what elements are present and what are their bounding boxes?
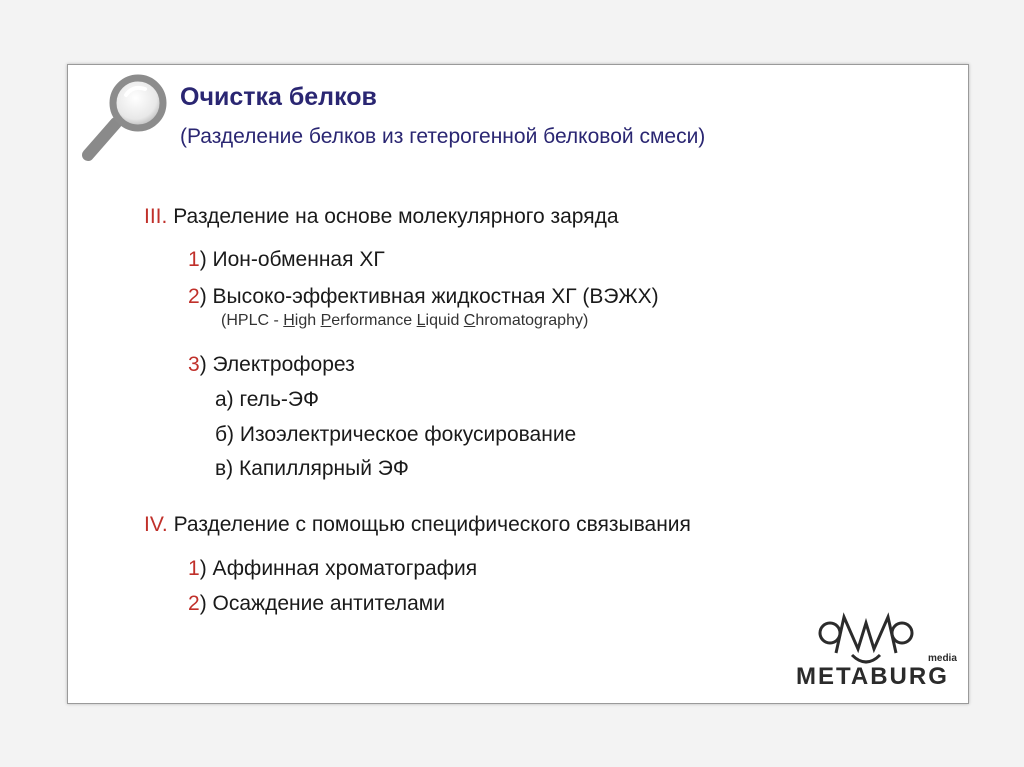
list-item: 1) Аффинная хроматография: [188, 557, 478, 580]
hplc-note: (HPLC - High Performance Liquid Chromatography): [221, 312, 589, 329]
list-item: 1) Ион-обменная ХГ: [188, 248, 385, 271]
list-item: 3) Электрофорез: [188, 353, 355, 376]
logo-media-text: media: [928, 653, 957, 664]
section-3-heading: [144, 205, 619, 229]
slide: [67, 64, 969, 704]
sub-list-item: а) гель-ЭФ: [215, 388, 319, 411]
logo-text: METABURG: [796, 663, 949, 690]
page-title: Очистка белков: [180, 83, 377, 111]
sub-list-item: в) Капиллярный ЭФ: [215, 457, 409, 480]
list-item: 2) Высоко-эффективная жидкостная ХГ (ВЭЖХ): [188, 285, 659, 308]
section-4-heading: [144, 513, 691, 537]
page-subtitle: (Разделение белков из гетерогенной белковой смеси): [180, 125, 706, 148]
list-item: 2) Осаждение антителами: [188, 592, 445, 615]
section-3-title: Разделение на основе молекулярного заряда: [173, 205, 619, 228]
sub-list-item: б) Изоэлектрическое фокусирование: [215, 423, 577, 446]
magnifier-icon: [78, 73, 174, 165]
section-4-title: Разделение с помощью специфического связывания: [173, 513, 691, 536]
section-3-numeral: III.: [144, 205, 168, 228]
section-4-numeral: IV.: [144, 513, 168, 536]
